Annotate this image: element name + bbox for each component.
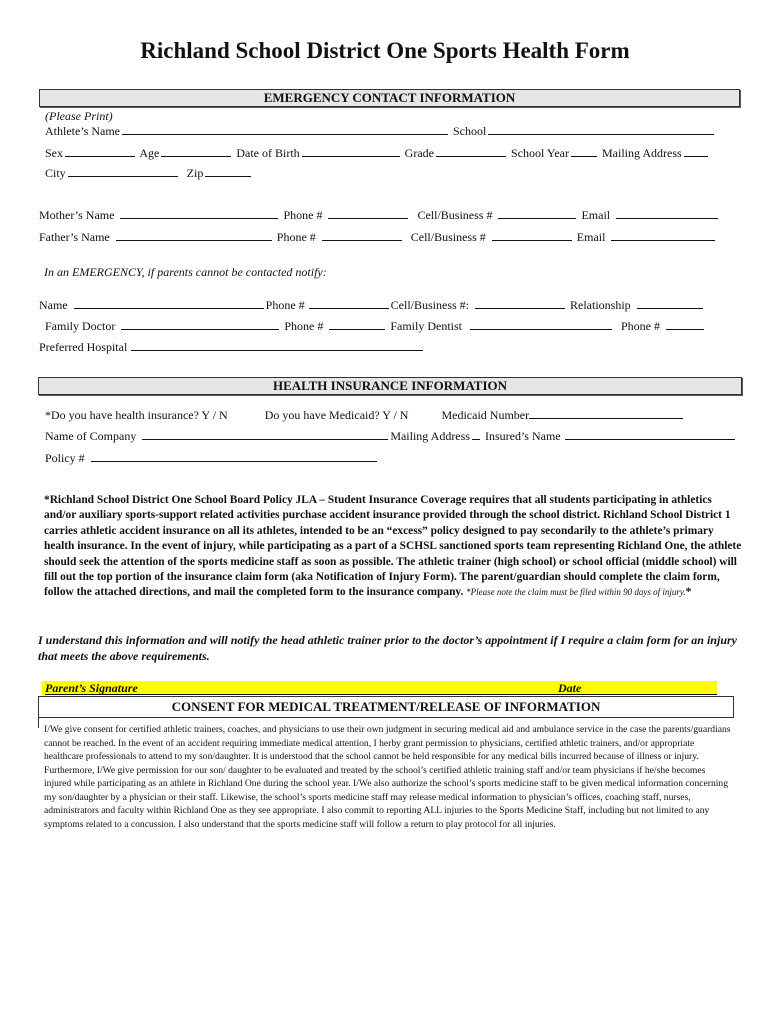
company-label: Name of Company <box>45 429 137 443</box>
city-field[interactable] <box>68 166 178 177</box>
policy-row <box>45 451 379 466</box>
school-label: School <box>452 124 487 138</box>
mother-phone-label: Phone # <box>283 208 323 222</box>
policy-field[interactable] <box>91 451 377 462</box>
mother-name-label: Mother’s Name <box>39 208 115 222</box>
preferred-hospital-label: Preferred Hospital <box>39 340 128 354</box>
consent-section-header: CONSENT FOR MEDICAL TREATMENT/RELEASE OF INFORMATION <box>38 696 734 718</box>
board-policy-paragraph <box>44 493 744 601</box>
age-label: Age <box>139 146 160 160</box>
mother-phone-field[interactable] <box>328 208 408 219</box>
emergency-contact-row <box>39 298 705 313</box>
dob-label: Date of Birth <box>236 146 300 160</box>
athlete-name-row <box>45 124 716 139</box>
contact-phone-label: Phone # <box>265 298 305 312</box>
grade-field[interactable] <box>436 146 506 157</box>
hospital-row <box>39 340 425 355</box>
athlete-name-label: Athlete’s Name <box>45 124 120 138</box>
form-title: Richland School District One Sports Health Form <box>140 38 630 63</box>
have-insurance-question[interactable]: *Do you have health insurance? Y / N <box>45 408 228 422</box>
father-name-label: Father’s Name <box>39 230 110 244</box>
sex-field[interactable] <box>65 146 135 157</box>
medicaid-number-field[interactable] <box>529 408 683 419</box>
date-label: Date <box>558 681 582 695</box>
athlete-name-field[interactable] <box>122 124 448 135</box>
family-doctor-label: Family Doctor <box>45 319 116 333</box>
grade-label: Grade <box>404 146 434 160</box>
contact-name-field[interactable] <box>74 298 264 309</box>
mother-row <box>39 208 720 223</box>
emergency-section-header: EMERGENCY CONTACT INFORMATION <box>39 89 740 107</box>
contact-phone-field[interactable] <box>309 298 389 309</box>
mailing-address-label: Mailing Address <box>602 146 682 160</box>
father-row <box>39 230 717 245</box>
school-year-field[interactable] <box>571 146 597 157</box>
emergency-note: In an EMERGENCY, if parents cannot be contacted notify: <box>44 265 327 279</box>
signature-line <box>45 694 717 695</box>
policy-label: Policy # <box>45 451 85 465</box>
athlete-details-row <box>45 146 710 161</box>
insurance-mailing-field[interactable] <box>472 429 480 440</box>
company-row <box>45 429 737 444</box>
claim-deadline-note: *Please note the claim must be filed within 90 days of injury. <box>466 587 686 598</box>
zip-label: Zip <box>186 166 204 180</box>
insureds-name-label: Insured’s Name <box>484 429 561 443</box>
age-field[interactable] <box>161 146 231 157</box>
contact-cell-label: Cell/Business #: <box>390 298 469 312</box>
father-name-field[interactable] <box>116 230 272 241</box>
contact-cell-field[interactable] <box>475 298 565 309</box>
family-doctor-field[interactable] <box>121 319 279 330</box>
preferred-hospital-field[interactable] <box>131 340 423 351</box>
mother-cell-label: Cell/Business # <box>417 208 493 222</box>
have-medicaid-question[interactable]: Do you have Medicaid? Y / N <box>264 408 409 422</box>
mailing-address-field[interactable] <box>684 146 708 157</box>
father-phone-label: Phone # <box>276 230 316 244</box>
insureds-name-field[interactable] <box>565 429 735 440</box>
family-dentist-label: Family Dentist <box>390 319 462 333</box>
insurance-section-header: HEALTH INSURANCE INFORMATION <box>38 377 742 395</box>
board-policy-text: *Richland School District One School Board Policy JLA – Student Insurance Coverage requires that all students participating in athletics and/or auxiliary sports-support related activities purchase accident insurance provided through the school district. Richland School District 1 carries athletic accident insurance on all its athletes, intended to be an “excess” policy designed to pay secondarily to the athlete’s primary health insurance. In the event of injury, while participating as a part of a SCHSL sanctioned sports team representing Richland One, the athlete should seek the attention of the sports medicine staff as soon as possible. The athletic trainer (high school) or school official (middle school) will fill out the top portion of the insurance claim form (aka Notification of Injury Form). The parent/guardian should complete the claim form, follow the attached directions, and mail the completed form to the insurance company. <box>44 494 742 599</box>
father-email-label: Email <box>576 230 606 244</box>
insurance-mailing-label: Mailing Address <box>390 429 470 443</box>
contact-name-label: Name <box>39 298 68 312</box>
mother-email-label: Email <box>581 208 611 222</box>
dob-field[interactable] <box>302 146 400 157</box>
acknowledgement-text: I understand this information and will notify the head athletic trainer prior to the doctor’s appointment if I require a claim form for an injury that meets the above requirements. <box>38 633 737 663</box>
relationship-field[interactable] <box>637 298 703 309</box>
parent-signature-label: Parent’s Signature <box>45 681 138 695</box>
claim-deadline-star: * <box>685 586 692 599</box>
doctor-row <box>45 319 706 334</box>
mother-cell-field[interactable] <box>498 208 576 219</box>
school-year-label: School Year <box>511 146 570 160</box>
dentist-phone-label: Phone # <box>621 319 660 333</box>
dentist-phone-field[interactable] <box>666 319 704 330</box>
doctor-phone-label: Phone # <box>284 319 324 333</box>
please-print-note: (Please Print) <box>45 109 113 123</box>
relationship-label: Relationship <box>570 298 631 312</box>
sex-label: Sex <box>45 146 63 160</box>
consent-box-edge <box>38 718 39 728</box>
school-field[interactable] <box>488 124 714 135</box>
insurance-row <box>45 408 685 423</box>
city-zip-row <box>45 166 253 181</box>
doctor-phone-field[interactable] <box>329 319 385 330</box>
father-phone-field[interactable] <box>322 230 402 241</box>
father-email-field[interactable] <box>611 230 715 241</box>
company-field[interactable] <box>142 429 388 440</box>
family-dentist-field[interactable] <box>470 319 612 330</box>
zip-field[interactable] <box>205 166 251 177</box>
medicaid-number-label: Medicaid Number <box>441 408 530 422</box>
mother-email-field[interactable] <box>616 208 718 219</box>
consent-text: I/We give consent for certified athletic trainers, coaches, and physicians to use their own judgment in securing medical aid and ambulance service in the case the parents/guardians cannot be reached. In the event of an accident requiring immediate medical attention, I herby grant permission to physicians, certified athletic trainers, and/or appropriate healthcare professionals to attend to my son/daughter. It is understood that the school cannot be held responsible for any medical bills incurred because of illness or injury. Furthermore, I/We give permission for our son/ daughter to be evaluated and treated by the school’s certified athletic training staff and/or team physicians if he/she becomes injured while participating as an athlete in Richland One during the school year. I/We also authorize the school’s sports medicine staff to be given medical information concerning my son/daughter by a physician or their staff. Likewise, the school’s sports medicine staff may release medical information to physician’s offices, coaching staff, nurses, administrators and faculty within Richland One as they see appropriate. I also commit to reporting ALL injuries to the Sports Medicine Staff, including but not limited to any symptoms related to a concussion. I also understand that the sports medicine staff will follow a return to play protocol for all injuries. <box>44 724 731 830</box>
city-label: City <box>45 166 66 180</box>
father-cell-field[interactable] <box>492 230 572 241</box>
father-cell-label: Cell/Business # <box>410 230 486 244</box>
mother-name-field[interactable] <box>120 208 278 219</box>
signature-bar[interactable] <box>42 681 717 695</box>
